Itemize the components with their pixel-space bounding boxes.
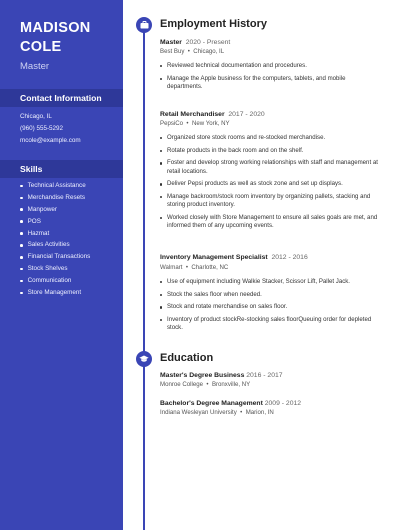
contact-phone: (960) 555-5292 bbox=[20, 125, 64, 132]
bullet-icon bbox=[20, 232, 23, 235]
skill-item: Communication bbox=[20, 275, 90, 287]
job-bullets bbox=[160, 62, 382, 91]
job-meta: PepsiCo • New York, NY bbox=[160, 120, 230, 127]
list-item: Deliver Pepsi products as well as stock zone and set up displays. bbox=[160, 180, 382, 188]
list-item: Rotate products in the back room and on the shelf. bbox=[160, 147, 382, 155]
contact-email: mcole@example.com bbox=[20, 137, 81, 144]
contact-location: Chicago, IL bbox=[20, 113, 52, 120]
job-meta: Best Buy • Chicago, IL bbox=[160, 48, 225, 55]
skill-item: Manpower bbox=[20, 204, 90, 216]
skill-item: Stock Shelves bbox=[20, 263, 90, 275]
job-bullets bbox=[160, 134, 382, 230]
list-item: Stock and rotate merchandise on sales floor. bbox=[160, 303, 382, 311]
timeline-line bbox=[143, 25, 145, 530]
bullet-icon bbox=[20, 208, 23, 211]
degree-line: Master's Degree Business 2016 - 2017 bbox=[160, 372, 283, 379]
name-last: COLE bbox=[20, 39, 62, 55]
job-title-line: Retail Merchandiser 2017 - 2020 bbox=[160, 111, 265, 118]
job-meta: Walmart • Charlotte, NC bbox=[160, 264, 229, 271]
skills-list bbox=[20, 180, 90, 299]
name-first: MADISON bbox=[20, 20, 91, 36]
list-item: Worked closely with Store Management to ensure all sales goals are met, and informed them of any upcoming events. bbox=[160, 214, 382, 230]
school-meta: Monroe College • Bronxville, NY bbox=[160, 381, 251, 388]
bullet-icon bbox=[20, 244, 23, 247]
skill-item: Financial Transactions bbox=[20, 251, 90, 263]
skill-item: Store Management bbox=[20, 287, 90, 299]
job-title-line: Inventory Management Specialist 2012 - 2016 bbox=[160, 254, 308, 261]
education-title: Education bbox=[160, 352, 214, 364]
school-meta: Indiana Wesleyan University • Marion, IN bbox=[160, 409, 274, 416]
bullet-icon bbox=[20, 292, 23, 295]
bullet-icon bbox=[20, 197, 23, 200]
bullet-icon bbox=[20, 280, 23, 283]
job-bullets bbox=[160, 278, 382, 333]
list-item: Inventory of product stockRe-stocking sales floorQueuing order for depleted stock. bbox=[160, 316, 382, 332]
list-item: Stock the sales floor when needed. bbox=[160, 291, 382, 299]
contact-header: Contact Information bbox=[0, 89, 123, 107]
list-item: Organized store stock rooms and re-stocked merchandise. bbox=[160, 134, 382, 142]
skill-item: Sales Activities bbox=[20, 239, 90, 251]
employment-title: Employment History bbox=[160, 18, 267, 30]
list-item: Foster and develop strong working relationships with staff and management at retail locations. bbox=[160, 159, 382, 175]
bullet-icon bbox=[20, 185, 23, 188]
list-item: Manage the Apple business for the computers, tablets, and mobile departments. bbox=[160, 75, 382, 91]
skill-item: Technical Assistance bbox=[20, 180, 90, 192]
bullet-icon bbox=[20, 220, 23, 223]
skill-item: Hazmat bbox=[20, 228, 90, 240]
skills-header: Skills bbox=[0, 160, 123, 178]
skill-item: Merchandise Resets bbox=[20, 192, 90, 204]
degree-line: Bachelor's Degree Management 2009 - 2012 bbox=[160, 400, 302, 407]
bullet-icon bbox=[20, 256, 23, 259]
graduation-cap-icon bbox=[136, 351, 152, 367]
list-item: Manage backroom/stock room inventory by organizing pallets, stacking and storing product inventory. bbox=[160, 193, 382, 209]
job-title-line: Master 2020 - Present bbox=[160, 39, 231, 46]
candidate-name bbox=[20, 19, 91, 57]
candidate-role: Master bbox=[20, 61, 50, 72]
sidebar bbox=[0, 0, 123, 530]
list-item: Reviewed technical documentation and procedures. bbox=[160, 62, 382, 70]
briefcase-icon bbox=[136, 17, 152, 33]
skill-item: POS bbox=[20, 216, 90, 228]
list-item: Use of equipment including Walkie Stacker, Scissor Lift, Pallet Jack. bbox=[160, 278, 382, 286]
bullet-icon bbox=[20, 268, 23, 271]
